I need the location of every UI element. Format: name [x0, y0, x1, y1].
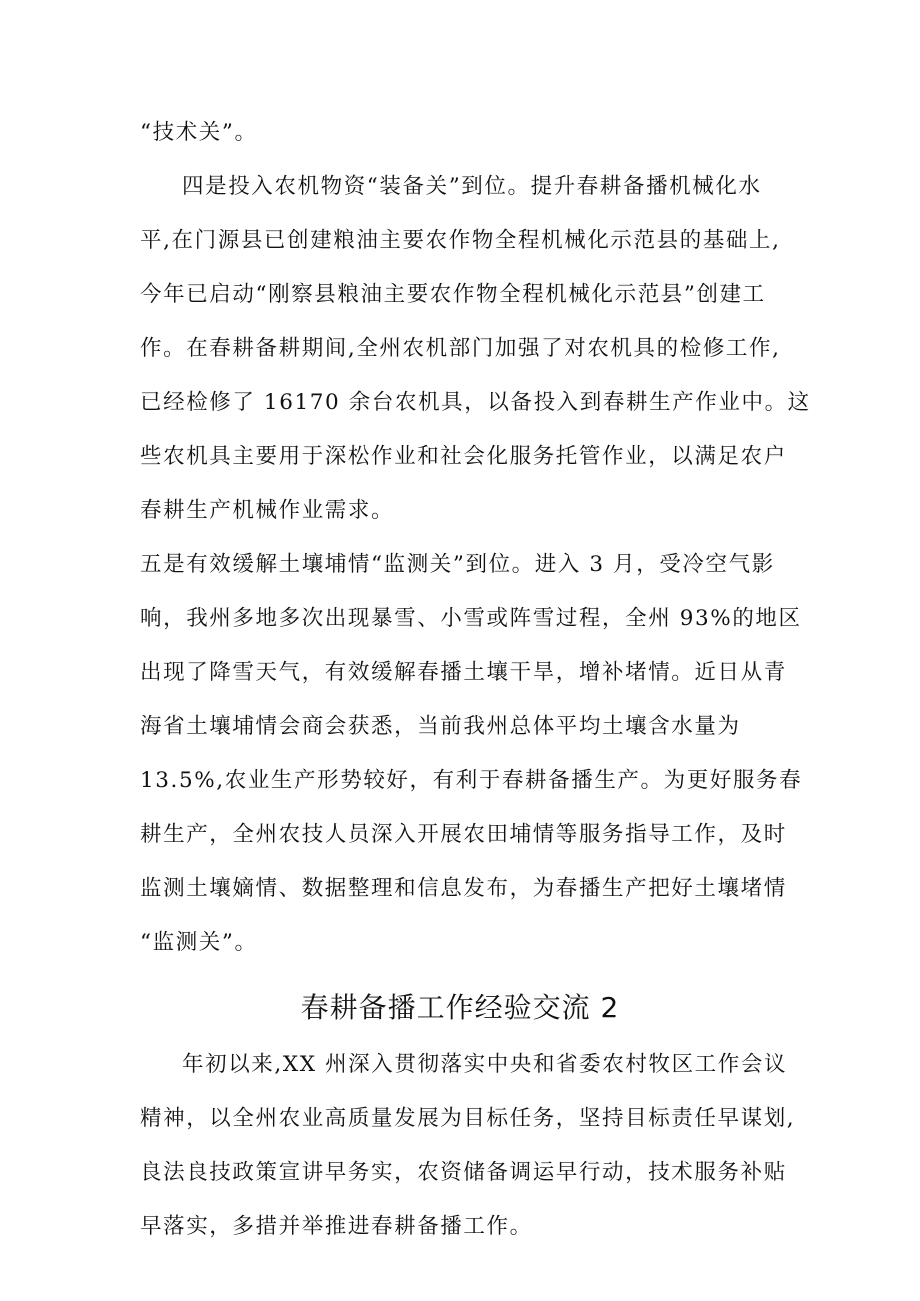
paragraph-line: 五是有效缓解土壤埔情“监测关”到位。进入 3 月，受冷空气影 — [140, 552, 775, 577]
paragraph-line: 响，我州多地多次出现暴雪、小雪或阵雪过程，全州 93%的地区 — [140, 606, 802, 631]
paragraph-line: 已经检修了 16170 余台农机具，以备投入到春耕生产作业中。这 — [140, 390, 811, 415]
paragraph-line: 13.5%,农业生产形势较好，有利于春耕备播生产。为更好服务春 — [140, 768, 803, 793]
paragraph-line: 今年已启动“刚察县粮油主要农作物全程机械化示范县”创建工 — [140, 282, 766, 307]
paragraph-line: 监测土壤嫡情、数据整理和信息发布，为春播生产把好土壤堵情 — [140, 876, 787, 901]
paragraph-line: 出现了降雪天气，有效缓解春播土壤干旱，增补堵情。近日从青 — [140, 660, 787, 685]
section-title: 春耕备播工作经验交流 2 — [300, 991, 620, 1024]
paragraph-line: 作。在春耕备耕期间,全州农机部门加强了对农机具的检修工作, — [140, 336, 781, 361]
paragraph-line: 些农机具主要用于深松作业和社会化服务托管作业，以满足农户 — [140, 444, 787, 469]
paragraph-line: 海省土壤埔情会商会获悉，当前我州总体平均土壤含水量为 — [140, 714, 741, 739]
paragraph-line: “技术关”。 — [140, 120, 258, 145]
paragraph-line: “监测关”。 — [140, 930, 258, 955]
paragraph-line: 四是投入农机物资“装备关”到位。提升春耕备播机械化水 — [182, 174, 762, 199]
paragraph-line: 早落实，多措并举推进春耕备播工作。 — [140, 1214, 533, 1239]
paragraph-line: 精神，以全州农业高质量发展为目标任务，坚持目标责任早谋划, — [140, 1106, 796, 1131]
paragraph-line: 平,在门源县已创建粮油主要农作物全程机械化示范县的基础上, — [140, 228, 781, 253]
paragraph-line: 良法良技政策宣讲早务实，农资储备调运早行动，技术服务补贴 — [140, 1160, 787, 1185]
paragraph-line: 耕生产，全州农技人员深入开展农田埔情等服务指导工作，及时 — [140, 822, 787, 847]
paragraph-line: 春耕生产机械作业需求。 — [140, 498, 395, 523]
paragraph-line: 年初以来,XX 州深入贯彻落实中央和省委农村牧区工作会议 — [182, 1052, 788, 1077]
